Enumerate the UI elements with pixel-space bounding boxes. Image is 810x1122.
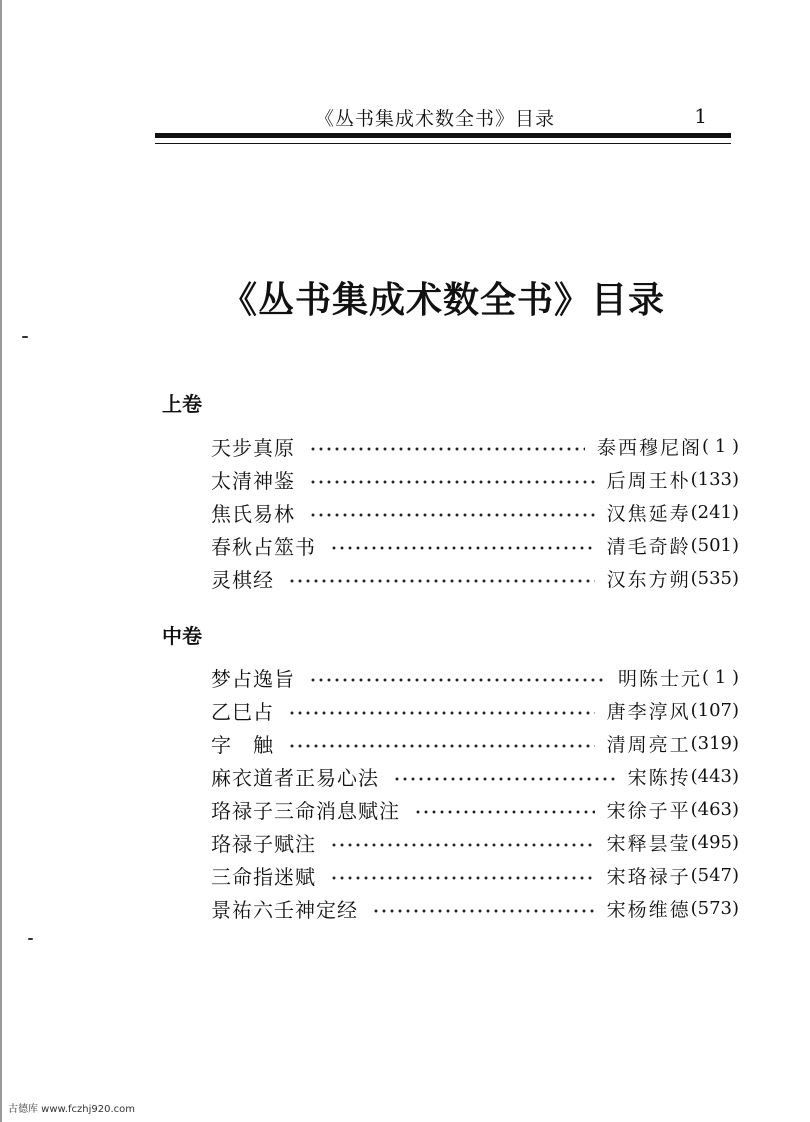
entry-page: (463) [690,798,739,820]
entry-page: (535) [690,567,739,589]
entry-author: 汉东方朔 [606,568,691,591]
toc-entry [211,431,739,461]
dot-leader [414,809,595,815]
page-left-edge [0,0,2,1122]
entry-page: (443) [690,765,739,787]
dot-leader [330,545,595,551]
entry-title: 三命指迷赋 [211,864,316,889]
entry-page: (319) [690,732,739,754]
entry-title: 景祐六壬神定经 [211,897,358,922]
entry-title: 梦占逸旨 [211,666,295,691]
scan-speck [28,938,33,940]
dot-leader [330,842,595,848]
running-title: 《丛书集成术数全书》目录 [315,108,556,130]
dot-leader [309,446,585,452]
entry-page: (241) [690,501,739,523]
entry-title: 太清神鉴 [211,468,295,493]
entry-page: (547) [690,864,739,886]
entry-author: 汉焦延寿 [606,502,691,525]
entry-author: 清周亮工 [606,733,691,756]
toc-entry [211,563,739,593]
entry-title: 焦氏易林 [211,501,295,526]
entry-page: ( 1 ) [702,435,739,457]
dot-leader [372,908,595,914]
entry-title: 春秋占筮书 [211,534,316,559]
toc-entry [211,794,739,824]
section-heading-upper: 上卷 [162,392,202,416]
running-header [155,104,731,134]
page-number: 1 [694,104,707,128]
entry-page: (495) [690,831,739,853]
dot-leader [393,776,616,782]
entry-title: 天步真原 [211,435,295,460]
dot-leader [330,875,595,881]
toc-entry [211,497,739,527]
entry-author: 宋释昙莹 [606,832,691,855]
toc-entry [211,662,739,692]
entry-title: 灵棋经 [211,567,274,592]
entry-page: (501) [690,534,739,556]
entry-page: (133) [690,468,739,490]
header-rule-thin [155,143,731,144]
dot-leader [309,479,595,485]
entry-page: ( 1 ) [702,666,739,688]
entry-author: 后周王朴 [606,469,691,492]
toc-entry [211,695,739,725]
entry-author: 唐李淳风 [606,700,691,723]
dot-leader [288,743,595,749]
dot-leader [309,677,606,683]
footer-watermark: 古德库 www.fczhj920.com [8,1104,135,1115]
toc-entry [211,464,739,494]
toc-entry [211,860,739,890]
entry-author: 泰西穆尼阁 [597,436,703,459]
entry-title: 麻衣道者正易心法 [211,765,379,790]
dot-leader [309,512,595,518]
entry-author: 明陈士元 [618,667,703,690]
toc-entry [211,728,739,758]
section-heading-middle: 中卷 [162,624,202,648]
entry-page: (107) [690,699,739,721]
entry-title: 乙巳占 [211,699,274,724]
entry-author: 宋杨维德 [606,898,691,921]
page-title: 《丛书集成术数全书》目录 [220,280,665,321]
toc-entry [211,530,739,560]
entry-title: 珞禄子赋注 [211,831,316,856]
dot-leader [288,710,595,716]
header-rule-thick [155,133,731,138]
entry-author: 宋徐子平 [606,799,691,822]
entry-title: 珞禄子三命消息赋注 [211,798,400,823]
entry-title: 字 触 [211,732,274,757]
dot-leader [288,578,595,584]
entry-author: 清毛奇龄 [606,535,691,558]
toc-entry [211,827,739,857]
scan-speck [22,336,28,338]
entry-page: (573) [690,897,739,919]
toc-entry [211,893,739,923]
entry-author: 宋陈抟 [627,766,691,789]
toc-entry [211,761,739,791]
entry-author: 宋珞禄子 [606,865,691,888]
